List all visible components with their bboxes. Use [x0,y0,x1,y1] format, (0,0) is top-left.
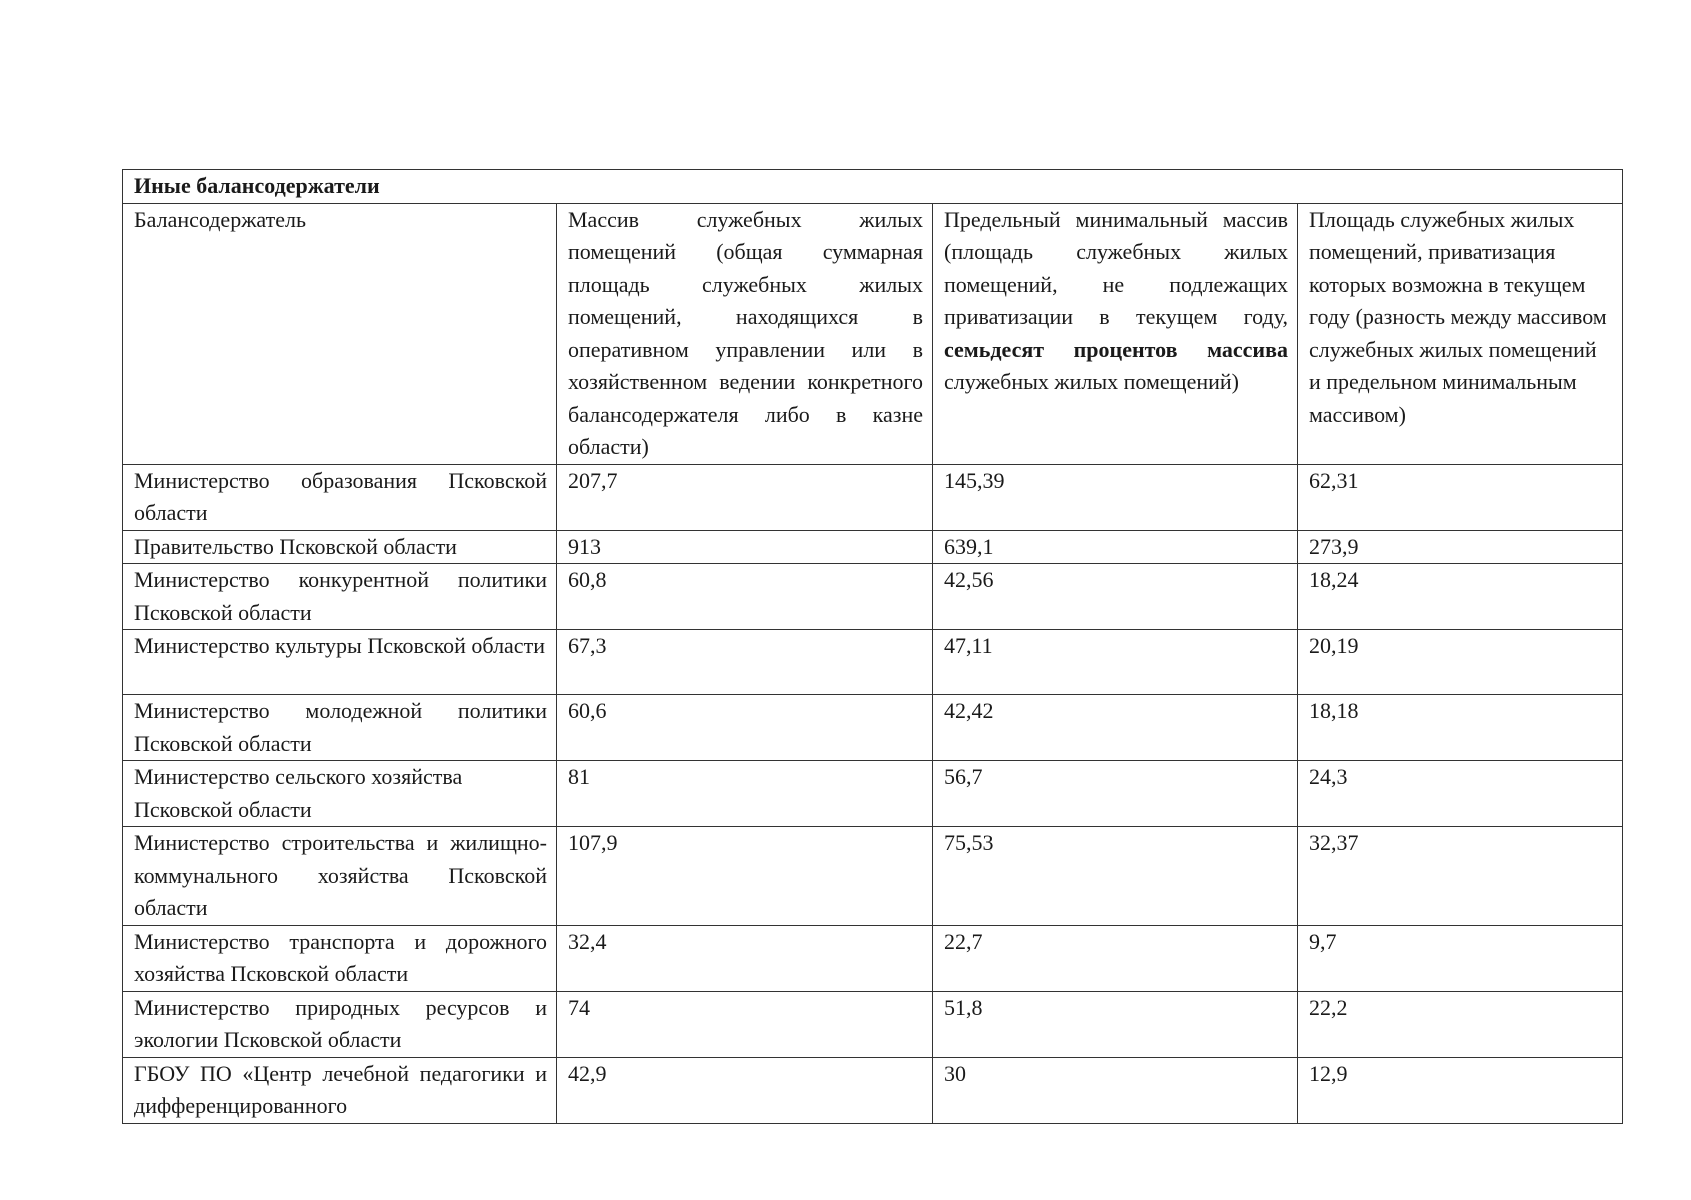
cell-min-array: 30 [933,1057,1298,1123]
header-min-array [933,203,1298,464]
table-row [123,991,1623,1057]
cell-min-array: 42,56 [933,564,1298,630]
cell-array: 42,9 [557,1057,933,1123]
cell-min-array: 639,1 [933,530,1298,564]
cell-privatizable: 22,2 [1298,991,1623,1057]
cell-holder: Правительство Псковской области [123,530,557,564]
header-min-array-bold: семьдесят процентов массива [944,336,1288,362]
header-holder: Балансодержатель [123,203,557,464]
cell-min-array: 145,39 [933,464,1298,530]
header-array: Массив служебных жилых помещений (общая суммарная площадь служебных жилых помещений, находящихся в оперативном управлении или в хозяйственном ведении конкретного балансодержателя либо в казне области) [557,203,933,464]
header-privatizable: Площадь служебных жилых помещений, приватизация которых возможна в текущем году (разность между массивом служебных жилых помещений и предельном минимальным массивом) [1298,203,1623,464]
cell-array: 60,8 [557,564,933,630]
cell-min-array: 56,7 [933,761,1298,827]
section-title: Иные балансодержатели [123,170,1623,204]
cell-privatizable: 62,31 [1298,464,1623,530]
cell-privatizable: 9,7 [1298,925,1623,991]
cell-array: 207,7 [557,464,933,530]
cell-min-array: 51,8 [933,991,1298,1057]
cell-min-array: 47,11 [933,630,1298,695]
section-title-row [123,170,1623,204]
cell-holder: Министерство сельского хозяйства Псковской области [123,761,557,827]
table-row [123,761,1623,827]
table-row [123,695,1623,761]
cell-array: 60,6 [557,695,933,761]
header-min-array-text-2: служебных жилых помещений) [944,369,1240,394]
cell-privatizable: 24,3 [1298,761,1623,827]
cell-holder: Министерство культуры Псковской области [123,630,557,695]
balance-holders-table [122,169,1623,1124]
table-row [123,827,1623,926]
cell-holder: Министерство природных ресурсов и экологии Псковской области [123,991,557,1057]
table-row [123,564,1623,630]
cell-holder: Министерство конкурентной политики Псковской области [123,564,557,630]
cell-array: 913 [557,530,933,564]
table-row [123,1057,1623,1123]
header-row [123,203,1623,464]
cell-min-array: 42,42 [933,695,1298,761]
cell-privatizable: 18,24 [1298,564,1623,630]
table-row [123,630,1623,695]
cell-privatizable: 12,9 [1298,1057,1623,1123]
table-row [123,464,1623,530]
cell-holder: Министерство транспорта и дорожного хозяйства Псковской области [123,925,557,991]
header-min-array-text-1: Предельный минимальный массив (площадь служебных жилых помещений, не подлежащих приватизации в текущем году, [944,206,1288,329]
cell-array: 107,9 [557,827,933,926]
cell-privatizable: 18,18 [1298,695,1623,761]
cell-min-array: 75,53 [933,827,1298,926]
cell-array: 67,3 [557,630,933,695]
cell-privatizable: 32,37 [1298,827,1623,926]
cell-array: 74 [557,991,933,1057]
table-row [123,925,1623,991]
table-row [123,530,1623,564]
cell-array: 81 [557,761,933,827]
cell-min-array: 22,7 [933,925,1298,991]
cell-privatizable: 20,19 [1298,630,1623,695]
cell-holder: Министерство образования Псковской области [123,464,557,530]
cell-privatizable: 273,9 [1298,530,1623,564]
cell-holder: Министерство строительства и жилищно-коммунального хозяйства Псковской области [123,827,557,926]
cell-holder: ГБОУ ПО «Центр лечебной педагогики и дифференцированного [123,1057,557,1123]
cell-array: 32,4 [557,925,933,991]
cell-holder: Министерство молодежной политики Псковской области [123,695,557,761]
